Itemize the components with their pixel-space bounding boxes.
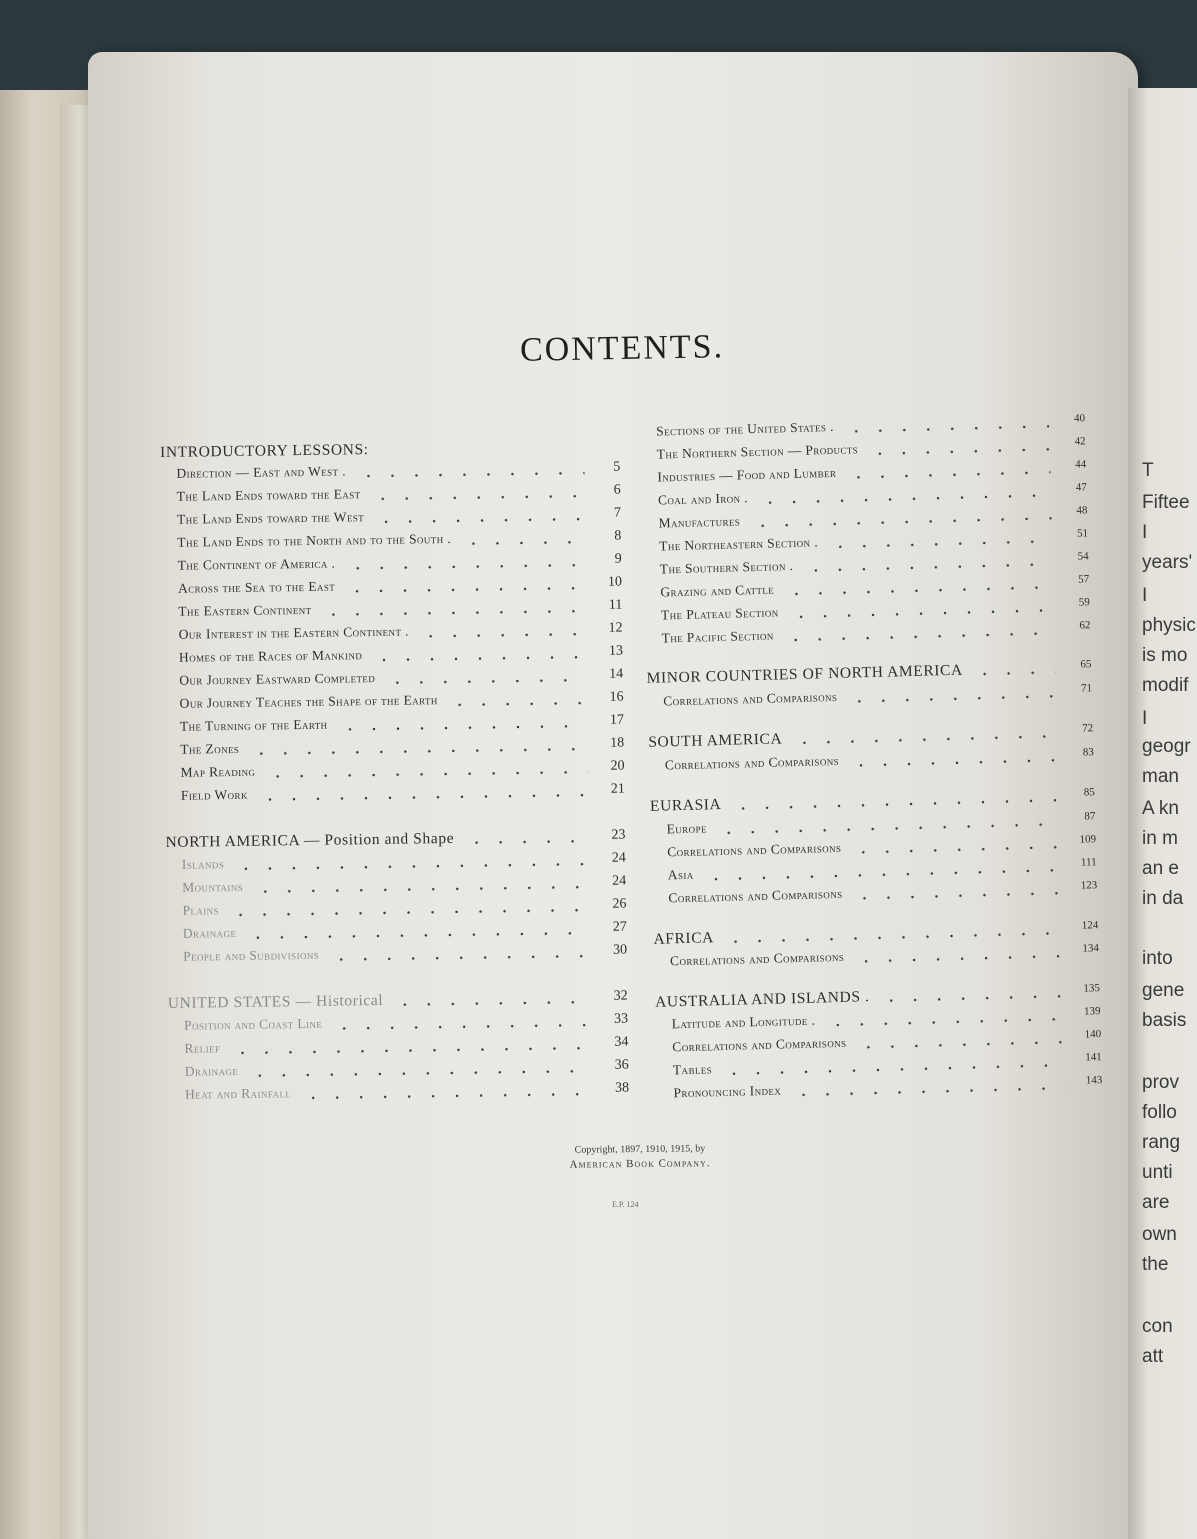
section-heading: INTRODUCTORY LESSONS: — [160, 441, 369, 461]
facing-page-text: Fiftee — [1142, 492, 1190, 513]
entry-title: The Pacific Section — [661, 627, 774, 646]
facing-page-text: prov — [1142, 1072, 1179, 1093]
entry-title: Our Journey Eastward Completed — [179, 670, 376, 688]
leader-dots — [338, 724, 588, 731]
facing-page-text: geogr — [1142, 736, 1191, 757]
page-number: 124 — [1081, 919, 1099, 932]
entry-title: The Continent of America . — [177, 555, 336, 573]
leader-dots — [847, 694, 1056, 703]
facing-page-text: I — [1142, 522, 1148, 543]
page-number: 13 — [608, 643, 624, 659]
section-heading: UNITED STATES — Historical — [167, 991, 384, 1012]
entry-title: Direction — East and West . — [176, 463, 347, 481]
page-number: 134 — [1082, 942, 1100, 955]
entry-title: Sections of the United States . — [655, 418, 835, 439]
copyright-line: Copyright, 1897, 1910, 1915, by — [574, 1143, 706, 1156]
facing-page-text: follo — [1142, 1102, 1177, 1123]
leader-dots — [266, 770, 589, 779]
leader-dots — [461, 540, 585, 546]
section-heading: MINOR COUNTRIES OF NORTH AMERICA — [646, 661, 964, 687]
facing-page-text: physic — [1142, 615, 1196, 636]
page-number: 5 — [613, 459, 621, 475]
page-number: 7 — [613, 505, 622, 521]
leader-dots — [230, 1046, 592, 1055]
page-number: 85 — [1083, 786, 1095, 799]
page-number: 10 — [607, 574, 623, 590]
entry-title: Homes of the Races of Mankind — [178, 647, 363, 665]
entry-title: The Eastern Continent — [178, 601, 312, 619]
entry-title: Correlations and Comparisons — [669, 948, 845, 969]
leader-dots — [879, 994, 1064, 1003]
page-number: 14 — [609, 666, 624, 682]
leader-dots — [374, 517, 585, 524]
facing-page — [1128, 88, 1197, 1539]
page-number: 12 — [608, 620, 623, 636]
section-heading: NORTH AMERICA — Position and Shape — [165, 829, 455, 851]
entry-title: Drainage — [182, 924, 237, 941]
facing-page-text: rang — [1142, 1132, 1181, 1153]
leader-dots — [345, 586, 586, 593]
leader-dots — [448, 701, 588, 707]
page-number: 27 — [612, 919, 627, 935]
entry-title: The Southern Section . — [659, 558, 794, 577]
page-number: 139 — [1083, 1005, 1101, 1018]
page-number: 11 — [608, 597, 623, 613]
page-number: 57 — [1078, 573, 1090, 586]
leader-dots — [346, 563, 586, 570]
leader-dots — [253, 885, 590, 894]
entry-title: The Plateau Section — [660, 604, 779, 623]
page-number: 48 — [1076, 504, 1088, 517]
page-number: 44 — [1075, 458, 1087, 471]
copyright-notice — [540, 1141, 740, 1173]
page-number: 51 — [1076, 527, 1089, 540]
page-number: 6 — [613, 482, 621, 498]
page-number: 9 — [614, 551, 622, 567]
facing-page-text: in m — [1142, 828, 1178, 849]
entry-title: The Land Ends toward the East — [176, 486, 361, 504]
facing-page-text: con — [1142, 1316, 1173, 1337]
leader-dots — [789, 608, 1054, 619]
entry-title: Tables — [672, 1061, 713, 1078]
entry-title: The Land Ends to the North and to the South . — [177, 530, 452, 550]
entry-title: Across the Sea to the East — [177, 578, 336, 596]
leader-dots — [234, 862, 590, 871]
leader-dots — [973, 670, 1056, 676]
page-number: 24 — [612, 873, 627, 889]
page-number: 111 — [1080, 856, 1097, 869]
print-code: E.P. 124 — [612, 1200, 639, 1209]
page-number: 140 — [1084, 1028, 1102, 1041]
facing-page-text: I — [1142, 585, 1148, 606]
facing-page-text: is mo — [1142, 645, 1188, 666]
entry-title: People and Subdivisions — [183, 946, 320, 964]
entry-title: Our Journey Teaches the Shape of the Earth — [179, 692, 438, 711]
entry-title: The Zones — [180, 740, 240, 757]
page-number: 32 — [613, 988, 628, 1004]
leader-dots — [856, 1040, 1065, 1049]
entry-title: Plains — [182, 902, 220, 918]
leader-dots — [826, 1017, 1065, 1027]
entry-title: Drainage — [184, 1062, 239, 1079]
page-number: 30 — [613, 942, 628, 958]
facing-page-text: own — [1142, 1224, 1177, 1245]
leader-dots — [784, 585, 1053, 596]
leader-dots — [851, 845, 1060, 854]
leader-dots — [301, 1092, 593, 1100]
page-number: 141 — [1085, 1051, 1102, 1064]
section-heading: AUSTRALIA AND ISLANDS . — [654, 988, 870, 1011]
facing-page-text: T — [1142, 460, 1154, 481]
page-title: CONTENTS. — [519, 328, 725, 369]
leader-dots — [419, 632, 587, 638]
leader-dots — [248, 1069, 593, 1078]
entry-title: Correlations and Comparisons — [663, 688, 838, 709]
page-number: 23 — [611, 827, 626, 843]
entry-title: Correlations and Comparisons — [672, 1034, 847, 1055]
leader-dots — [249, 747, 588, 756]
entry-title: Heat and Rainfall — [184, 1085, 292, 1102]
page-number: 18 — [610, 735, 625, 751]
facing-page-text: in da — [1142, 888, 1184, 909]
entry-title: Pronouncing Index — [673, 1082, 782, 1101]
entry-title: The Land Ends toward the West — [176, 509, 365, 527]
leader-dots — [849, 758, 1058, 767]
leader-dots — [844, 424, 1049, 433]
leader-dots — [329, 954, 591, 962]
entry-title: Relief — [184, 1040, 221, 1056]
page-number: 65 — [1080, 658, 1092, 671]
page-number: 47 — [1075, 481, 1087, 494]
facing-page-text: an e — [1142, 858, 1179, 879]
publisher-name: American Book Company. — [569, 1157, 711, 1171]
page-number: 24 — [611, 850, 626, 866]
page-number: 87 — [1084, 810, 1096, 823]
facing-page-text: the — [1142, 1254, 1169, 1275]
leader-dots — [854, 954, 1063, 963]
leader-dots — [852, 891, 1061, 900]
page-number: 36 — [614, 1057, 629, 1073]
leader-dots — [846, 470, 1050, 479]
page-number: 72 — [1081, 722, 1094, 735]
leader-dots — [258, 793, 589, 802]
section-heading: EURASIA — [649, 796, 722, 815]
facing-page-text: years' — [1142, 552, 1193, 573]
page-number: 34 — [614, 1034, 629, 1050]
leader-dots — [465, 839, 590, 845]
entry-title: Coal and Iron . — [657, 490, 749, 508]
facing-page-text: I — [1142, 708, 1148, 729]
leader-dots — [385, 678, 587, 685]
entry-title: Position and Coast Line — [184, 1015, 323, 1033]
entry-title: Latitude and Longitude . — [671, 1012, 816, 1032]
entry-title: Field Work — [180, 786, 248, 803]
facing-page-text: gene — [1142, 980, 1185, 1001]
page-number: 16 — [609, 689, 624, 705]
entry-title: Industries — Food and Lumber — [657, 464, 837, 485]
facing-page-text: unti — [1142, 1162, 1173, 1183]
entry-title: The Turning of the Earth — [179, 716, 328, 734]
page-number: 20 — [610, 758, 625, 774]
leader-dots — [332, 1023, 592, 1031]
page-number: 123 — [1080, 879, 1098, 892]
leader-dots — [751, 516, 1052, 528]
leader-dots — [229, 908, 591, 917]
page-number: 38 — [614, 1080, 630, 1096]
entry-title: Correlations and Comparisons — [668, 885, 843, 906]
page-number: 83 — [1082, 746, 1094, 759]
facing-page-text: are — [1142, 1192, 1170, 1213]
entry-title: Correlations and Comparisons — [667, 839, 842, 860]
facing-page-text: man — [1142, 766, 1179, 787]
leader-dots — [792, 1086, 1067, 1097]
leader-dots — [828, 539, 1052, 549]
section-heading: SOUTH AMERICA — [648, 730, 783, 751]
page-number: 71 — [1080, 682, 1093, 695]
entry-title: Correlations and Comparisons — [664, 752, 840, 773]
facing-page-text: A kn — [1142, 798, 1179, 819]
entry-title: Islands — [181, 856, 225, 872]
page-number: 143 — [1085, 1074, 1103, 1087]
facing-page-text: att — [1142, 1346, 1164, 1367]
page-number: 54 — [1077, 550, 1089, 563]
leader-dots — [784, 631, 1055, 642]
entry-title: Mountains — [182, 878, 244, 895]
page-number: 62 — [1079, 619, 1091, 632]
entry-title: Our Interest in the Eastern Continent . — [178, 623, 409, 642]
page-number: 40 — [1073, 412, 1086, 425]
page-number: 109 — [1079, 833, 1097, 846]
leader-dots — [792, 734, 1057, 745]
entry-title: Map Reading — [180, 763, 256, 780]
facing-page-text: modif — [1142, 675, 1189, 696]
leader-dots — [868, 447, 1050, 456]
leader-dots — [758, 493, 1051, 505]
entry-title: The Northeastern Section . — [659, 534, 819, 554]
entry-title: The Northern Section — Products — [656, 441, 859, 462]
facing-page-text: into — [1142, 948, 1173, 969]
leader-dots — [246, 931, 591, 940]
entry-title: Manufactures — [658, 513, 741, 531]
leader-dots — [804, 562, 1053, 573]
leader-dots — [372, 655, 587, 662]
page-number: 59 — [1078, 596, 1090, 609]
leader-dots — [321, 609, 586, 617]
page-number: 42 — [1074, 435, 1086, 448]
entry-title: Grazing and Cattle — [660, 581, 775, 600]
page-number: 17 — [609, 712, 625, 728]
page-number: 135 — [1083, 982, 1101, 995]
page-number: 26 — [612, 896, 627, 912]
leader-dots — [371, 494, 585, 501]
entry-title: Europe — [666, 820, 707, 837]
page-number: 8 — [614, 528, 622, 544]
page-number: 21 — [610, 781, 625, 797]
leader-dots — [356, 471, 584, 478]
page-number: 33 — [613, 1011, 629, 1027]
section-heading: AFRICA — [653, 929, 715, 948]
facing-page-text: basis — [1142, 1010, 1187, 1031]
leader-dots — [393, 1000, 592, 1007]
entry-title: Asia — [667, 866, 694, 883]
